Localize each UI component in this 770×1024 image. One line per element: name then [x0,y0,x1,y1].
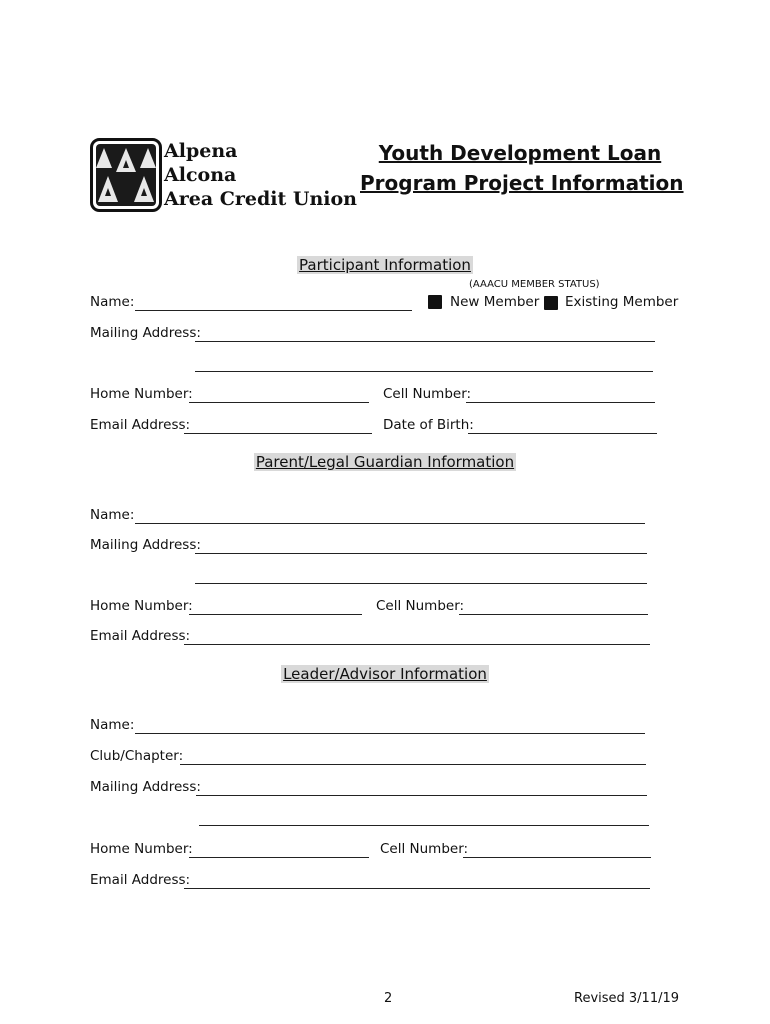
guardian-cell-label: Cell Number: [376,598,465,614]
leader-home-label: Home Number: [90,841,193,857]
participant-dob-field[interactable] [468,419,657,434]
leader-heading: Leader/Advisor Information [283,665,487,683]
existing-member-label: Existing Member [565,294,679,310]
participant-email-label: Email Address: [90,417,191,433]
guardian-name-field[interactable] [135,509,645,524]
new-member-label: New Member [450,294,540,310]
form-title-line-1: Youth Development Loan [378,141,662,165]
leader-email-label: Email Address: [90,872,191,888]
leader-email-field[interactable] [184,874,650,889]
guardian-home-label: Home Number: [90,598,193,614]
guardian-mailing-label: Mailing Address: [90,537,201,553]
participant-name-label: Name: [90,294,135,310]
leader-mailing-field-line-2[interactable] [199,811,649,826]
participant-cell-field[interactable] [466,388,655,403]
participant-home-field[interactable] [189,388,369,403]
new-member-checkbox[interactable] [428,295,442,309]
logo-line-2: Alcona [164,164,237,186]
aaa-logo-icon [90,138,162,212]
guardian-email-label: Email Address: [90,628,191,644]
leader-mailing-label: Mailing Address: [90,779,201,795]
participant-mailing-field[interactable] [195,327,655,342]
leader-home-field[interactable] [189,843,369,858]
existing-member-checkbox[interactable] [544,296,558,310]
participant-cell-label: Cell Number: [383,386,472,402]
leader-name-label: Name: [90,717,135,733]
participant-home-label: Home Number: [90,386,193,402]
participant-heading: Participant Information [299,256,471,274]
credit-union-logo [90,138,355,214]
participant-mailing-field-line-2[interactable] [195,357,653,372]
participant-dob-label: Date of Birth: [383,417,474,433]
leader-club-label: Club/Chapter: [90,748,184,764]
logo-line-1: Alpena [164,140,238,162]
member-status-caption: (AAACU MEMBER STATUS) [469,279,600,290]
page-number: 2 [384,991,393,1006]
guardian-heading: Parent/Legal Guardian Information [255,453,515,471]
guardian-email-field[interactable] [184,630,650,645]
guardian-mailing-field[interactable] [195,539,647,554]
guardian-cell-field[interactable] [459,600,648,615]
guardian-home-field[interactable] [189,600,362,615]
leader-cell-label: Cell Number: [380,841,469,857]
logo-line-3: Area Credit Union [164,188,357,210]
guardian-name-label: Name: [90,507,135,523]
form-title-line-2: Program Project Information [360,171,684,195]
leader-name-field[interactable] [135,719,645,734]
leader-club-field[interactable] [180,750,646,765]
guardian-mailing-field-line-2[interactable] [195,569,647,584]
leader-mailing-field[interactable] [196,781,647,796]
participant-email-field[interactable] [184,419,372,434]
participant-mailing-label: Mailing Address: [90,325,201,341]
revised-date: Revised 3/11/19 [574,991,680,1006]
participant-name-field[interactable] [135,296,412,311]
leader-cell-field[interactable] [463,843,651,858]
